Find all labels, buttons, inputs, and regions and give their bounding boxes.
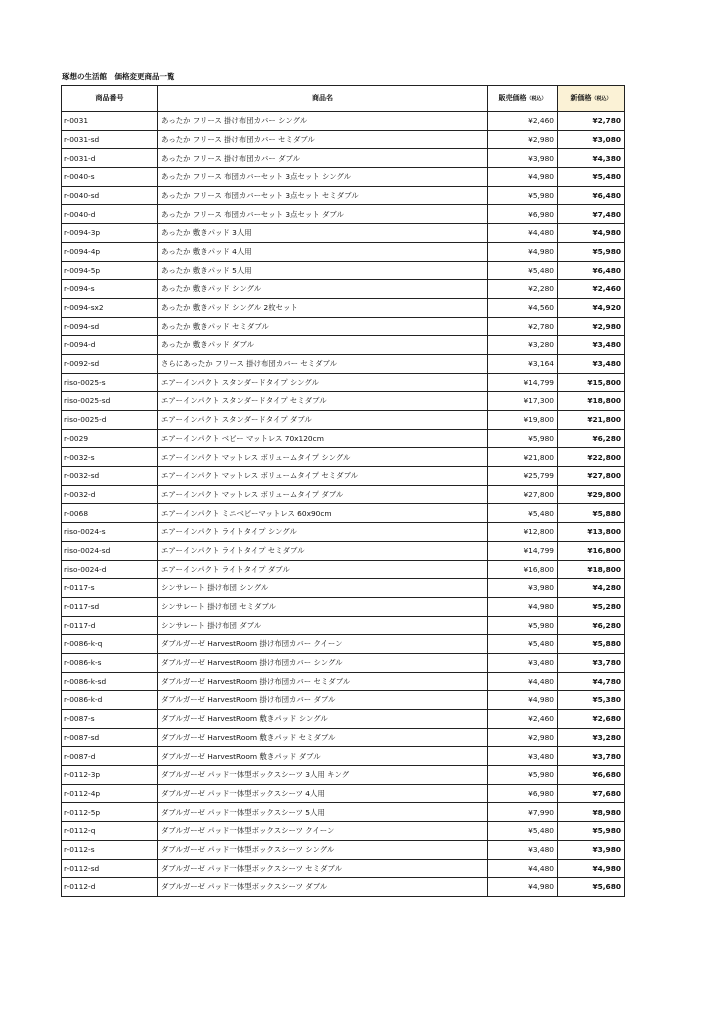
cell-price: ¥2,780 [488, 317, 558, 336]
cell-price: ¥4,980 [488, 878, 558, 897]
cell-new-price: ¥5,980 [558, 822, 625, 841]
cell-new-price: ¥4,280 [558, 579, 625, 598]
table-row [62, 728, 625, 747]
cell-price: ¥25,799 [488, 467, 558, 486]
cell-name: あったか フリース 布団カバーセット 3点セット シングル [158, 168, 488, 187]
header-code [62, 86, 158, 112]
table-row [62, 149, 625, 168]
cell-price: ¥3,480 [488, 840, 558, 859]
cell-new-price: ¥3,480 [558, 354, 625, 373]
cell-price: ¥5,980 [488, 616, 558, 635]
cell-code: r-0112-d [62, 878, 158, 897]
cell-price: ¥4,480 [488, 859, 558, 878]
cell-code: riso-0025-d [62, 411, 158, 430]
cell-new-price: ¥7,680 [558, 784, 625, 803]
cell-price: ¥2,460 [488, 710, 558, 729]
table-row [62, 242, 625, 261]
cell-price: ¥3,164 [488, 354, 558, 373]
cell-code: riso-0024-d [62, 560, 158, 579]
table-row [62, 840, 625, 859]
table-body [62, 112, 625, 897]
cell-price: ¥5,980 [488, 186, 558, 205]
table-row [62, 485, 625, 504]
cell-new-price: ¥3,280 [558, 728, 625, 747]
cell-new-price: ¥22,800 [558, 448, 625, 467]
table-row [62, 168, 625, 187]
header-name [158, 86, 488, 112]
table-row [62, 747, 625, 766]
cell-price: ¥5,480 [488, 822, 558, 841]
cell-price: ¥3,980 [488, 579, 558, 598]
cell-name: あったか 敷きパッド シングル 2枚セット [158, 298, 488, 317]
cell-name: シンサレート 掛け布団 シングル [158, 579, 488, 598]
cell-name: あったか フリース 掛け布団カバー ダブル [158, 149, 488, 168]
table-row [62, 616, 625, 635]
cell-new-price: ¥5,380 [558, 691, 625, 710]
table-row [62, 766, 625, 785]
cell-name: シンサレート 掛け布団 セミダブル [158, 597, 488, 616]
cell-new-price: ¥5,480 [558, 168, 625, 187]
header-row [62, 86, 625, 112]
table-row [62, 672, 625, 691]
cell-name: エアーインパクト マットレス ボリュームタイプ ダブル [158, 485, 488, 504]
table-row [62, 224, 625, 243]
cell-name: ダブルガーゼ HarvestRoom 掛け布団カバー クイーン [158, 635, 488, 654]
header-new-price [558, 86, 625, 112]
cell-new-price: ¥4,380 [558, 149, 625, 168]
table-row [62, 186, 625, 205]
cell-code: r-0031-sd [62, 130, 158, 149]
cell-code: r-0032-sd [62, 467, 158, 486]
table-row [62, 467, 625, 486]
cell-code: riso-0025-s [62, 373, 158, 392]
cell-price: ¥27,800 [488, 485, 558, 504]
cell-code: r-0112-q [62, 822, 158, 841]
cell-price: ¥16,800 [488, 560, 558, 579]
table-row [62, 448, 625, 467]
cell-code: r-0029 [62, 429, 158, 448]
table-row [62, 784, 625, 803]
cell-code: r-0032-s [62, 448, 158, 467]
header-new-price-note: （税込） [591, 96, 612, 102]
cell-new-price: ¥6,280 [558, 429, 625, 448]
cell-code: r-0086-k-s [62, 653, 158, 672]
table-row [62, 691, 625, 710]
cell-name: さらにあったか フリース 掛け布団カバー セミダブル [158, 354, 488, 373]
cell-name: エアーインパクト マットレス ボリュームタイプ セミダブル [158, 467, 488, 486]
cell-name: エアーインパクト スタンダードタイプ シングル [158, 373, 488, 392]
cell-new-price: ¥4,980 [558, 859, 625, 878]
table-row [62, 710, 625, 729]
cell-name: エアーインパクト スタンダードタイプ ダブル [158, 411, 488, 430]
cell-new-price: ¥15,800 [558, 373, 625, 392]
cell-new-price: ¥27,800 [558, 467, 625, 486]
cell-name: ダブルガーゼ HarvestRoom 掛け布団カバー セミダブル [158, 672, 488, 691]
cell-new-price: ¥16,800 [558, 541, 625, 560]
cell-name: あったか フリース 掛け布団カバー シングル [158, 112, 488, 131]
cell-code: r-0087-sd [62, 728, 158, 747]
cell-name: あったか 敷きパッド 4人用 [158, 242, 488, 261]
table-row [62, 878, 625, 897]
cell-price: ¥4,980 [488, 691, 558, 710]
cell-new-price: ¥13,800 [558, 523, 625, 542]
cell-code: r-0086-k-q [62, 635, 158, 654]
cell-new-price: ¥3,480 [558, 336, 625, 355]
cell-new-price: ¥2,460 [558, 280, 625, 299]
table-row [62, 579, 625, 598]
cell-name: エアーインパクト ライトタイプ セミダブル [158, 541, 488, 560]
cell-new-price: ¥6,280 [558, 616, 625, 635]
table-row [62, 635, 625, 654]
cell-new-price: ¥5,880 [558, 635, 625, 654]
cell-price: ¥5,480 [488, 504, 558, 523]
cell-code: r-0086-k-sd [62, 672, 158, 691]
cell-code: riso-0025-sd [62, 392, 158, 411]
cell-name: シンサレート 掛け布団 ダブル [158, 616, 488, 635]
cell-new-price: ¥5,680 [558, 878, 625, 897]
table-row [62, 354, 625, 373]
cell-code: r-0112-5p [62, 803, 158, 822]
cell-code: r-0087-s [62, 710, 158, 729]
cell-new-price: ¥2,680 [558, 710, 625, 729]
price-change-table [61, 85, 625, 897]
table-header [62, 86, 625, 112]
cell-price: ¥3,480 [488, 653, 558, 672]
cell-new-price: ¥3,080 [558, 130, 625, 149]
cell-code: r-0117-sd [62, 597, 158, 616]
cell-name: あったか 敷きパッド ダブル [158, 336, 488, 355]
table-row [62, 597, 625, 616]
cell-code: r-0094-d [62, 336, 158, 355]
cell-price: ¥4,480 [488, 224, 558, 243]
cell-new-price: ¥4,780 [558, 672, 625, 691]
header-price-note: （税込） [526, 96, 547, 102]
table-row [62, 130, 625, 149]
cell-code: r-0112-s [62, 840, 158, 859]
table-row [62, 411, 625, 430]
cell-name: エアーインパクト ライトタイプ シングル [158, 523, 488, 542]
table-row [62, 803, 625, 822]
cell-code: r-0094-s [62, 280, 158, 299]
cell-price: ¥2,460 [488, 112, 558, 131]
cell-name: ダブルガーゼ パッド一体型ボックスシーツ 5人用 [158, 803, 488, 822]
cell-price: ¥3,280 [488, 336, 558, 355]
cell-code: r-0086-k-d [62, 691, 158, 710]
cell-new-price: ¥29,800 [558, 485, 625, 504]
table-row [62, 822, 625, 841]
cell-code: r-0117-s [62, 579, 158, 598]
cell-price: ¥2,980 [488, 728, 558, 747]
table-row [62, 280, 625, 299]
table-row [62, 392, 625, 411]
cell-price: ¥2,980 [488, 130, 558, 149]
cell-name: ダブルガーゼ HarvestRoom 掛け布団カバー シングル [158, 653, 488, 672]
cell-name: あったか フリース 布団カバーセット 3点セット ダブル [158, 205, 488, 224]
cell-name: エアーインパクト マットレス ボリュームタイプ シングル [158, 448, 488, 467]
cell-code: r-0112-3p [62, 766, 158, 785]
table-row [62, 205, 625, 224]
cell-code: r-0040-d [62, 205, 158, 224]
cell-name: ダブルガーゼ HarvestRoom 敷きパッド セミダブル [158, 728, 488, 747]
table-row [62, 429, 625, 448]
cell-price: ¥14,799 [488, 541, 558, 560]
cell-new-price: ¥3,780 [558, 747, 625, 766]
cell-code: r-0117-d [62, 616, 158, 635]
cell-new-price: ¥2,980 [558, 317, 625, 336]
cell-code: r-0094-sx2 [62, 298, 158, 317]
page-title: 琢想の生活館 価格変更商品一覧 [62, 72, 175, 81]
cell-code: r-0087-d [62, 747, 158, 766]
cell-name: あったか 敷きパッド シングル [158, 280, 488, 299]
cell-price: ¥12,800 [488, 523, 558, 542]
cell-price: ¥4,980 [488, 597, 558, 616]
cell-code: riso-0024-sd [62, 541, 158, 560]
table-row [62, 317, 625, 336]
cell-name: エアーインパクト ライトタイプ ダブル [158, 560, 488, 579]
cell-code: r-0094-sd [62, 317, 158, 336]
cell-name: あったか 敷きパッド セミダブル [158, 317, 488, 336]
cell-price: ¥5,980 [488, 766, 558, 785]
cell-name: エアーインパクト ベビー マットレス 70x120cm [158, 429, 488, 448]
header-price [488, 86, 558, 112]
cell-code: riso-0024-s [62, 523, 158, 542]
table-row [62, 859, 625, 878]
cell-new-price: ¥18,800 [558, 560, 625, 579]
cell-price: ¥5,480 [488, 261, 558, 280]
cell-new-price: ¥3,780 [558, 653, 625, 672]
cell-code: r-0092-sd [62, 354, 158, 373]
table-row [62, 373, 625, 392]
cell-price: ¥19,800 [488, 411, 558, 430]
header-name-label: 商品名 [312, 94, 333, 102]
cell-name: あったか 敷きパッド 5人用 [158, 261, 488, 280]
table-row [62, 336, 625, 355]
cell-price: ¥4,560 [488, 298, 558, 317]
header-new-price-label: 新価格 [570, 94, 592, 102]
cell-new-price: ¥8,980 [558, 803, 625, 822]
cell-code: r-0068 [62, 504, 158, 523]
cell-name: エアーインパクト スタンダードタイプ セミダブル [158, 392, 488, 411]
cell-name: ダブルガーゼ HarvestRoom 掛け布団カバー ダブル [158, 691, 488, 710]
cell-code: r-0040-sd [62, 186, 158, 205]
cell-new-price: ¥2,780 [558, 112, 625, 131]
cell-new-price: ¥6,480 [558, 186, 625, 205]
cell-name: ダブルガーゼ HarvestRoom 敷きパッド シングル [158, 710, 488, 729]
table-row [62, 523, 625, 542]
header-code-label: 商品番号 [95, 94, 124, 102]
cell-name: あったか フリース 掛け布団カバー セミダブル [158, 130, 488, 149]
cell-price: ¥6,980 [488, 205, 558, 224]
cell-new-price: ¥18,800 [558, 392, 625, 411]
cell-new-price: ¥6,480 [558, 261, 625, 280]
cell-price: ¥5,980 [488, 429, 558, 448]
cell-code: r-0112-4p [62, 784, 158, 803]
cell-name: ダブルガーゼ パッド一体型ボックスシーツ ダブル [158, 878, 488, 897]
cell-new-price: ¥4,920 [558, 298, 625, 317]
cell-price: ¥4,980 [488, 168, 558, 187]
cell-price: ¥4,980 [488, 242, 558, 261]
cell-name: ダブルガーゼ HarvestRoom 敷きパッド ダブル [158, 747, 488, 766]
cell-code: r-0094-4p [62, 242, 158, 261]
cell-code: r-0031 [62, 112, 158, 131]
cell-code: r-0094-5p [62, 261, 158, 280]
cell-price: ¥21,800 [488, 448, 558, 467]
cell-code: r-0032-d [62, 485, 158, 504]
cell-name: ダブルガーゼ パッド一体型ボックスシーツ クイーン [158, 822, 488, 841]
cell-price: ¥14,799 [488, 373, 558, 392]
cell-name: ダブルガーゼ パッド一体型ボックスシーツ シングル [158, 840, 488, 859]
cell-price: ¥2,280 [488, 280, 558, 299]
cell-new-price: ¥5,880 [558, 504, 625, 523]
cell-new-price: ¥21,800 [558, 411, 625, 430]
cell-name: エアーインパクト ミニベビーマットレス 60x90cm [158, 504, 488, 523]
cell-price: ¥4,480 [488, 672, 558, 691]
cell-new-price: ¥4,980 [558, 224, 625, 243]
cell-price: ¥3,480 [488, 747, 558, 766]
cell-new-price: ¥7,480 [558, 205, 625, 224]
cell-name: ダブルガーゼ パッド一体型ボックスシーツ 3人用 キング [158, 766, 488, 785]
cell-name: ダブルガーゼ パッド一体型ボックスシーツ セミダブル [158, 859, 488, 878]
cell-code: r-0112-sd [62, 859, 158, 878]
cell-new-price: ¥3,980 [558, 840, 625, 859]
cell-code: r-0040-s [62, 168, 158, 187]
cell-price: ¥3,980 [488, 149, 558, 168]
cell-code: r-0031-d [62, 149, 158, 168]
cell-price: ¥6,980 [488, 784, 558, 803]
cell-name: ダブルガーゼ パッド一体型ボックスシーツ 4人用 [158, 784, 488, 803]
table-row [62, 504, 625, 523]
table-row [62, 112, 625, 131]
cell-price: ¥17,300 [488, 392, 558, 411]
cell-new-price: ¥6,680 [558, 766, 625, 785]
table-row [62, 560, 625, 579]
cell-name: あったか 敷きパッド 3人用 [158, 224, 488, 243]
cell-new-price: ¥5,280 [558, 597, 625, 616]
table-row [62, 298, 625, 317]
cell-code: r-0094-3p [62, 224, 158, 243]
table-row [62, 261, 625, 280]
cell-price: ¥5,480 [488, 635, 558, 654]
cell-name: あったか フリース 布団カバーセット 3点セット セミダブル [158, 186, 488, 205]
table-row [62, 541, 625, 560]
cell-new-price: ¥5,980 [558, 242, 625, 261]
cell-price: ¥7,990 [488, 803, 558, 822]
header-price-label: 販売価格 [498, 94, 527, 102]
table-row [62, 653, 625, 672]
